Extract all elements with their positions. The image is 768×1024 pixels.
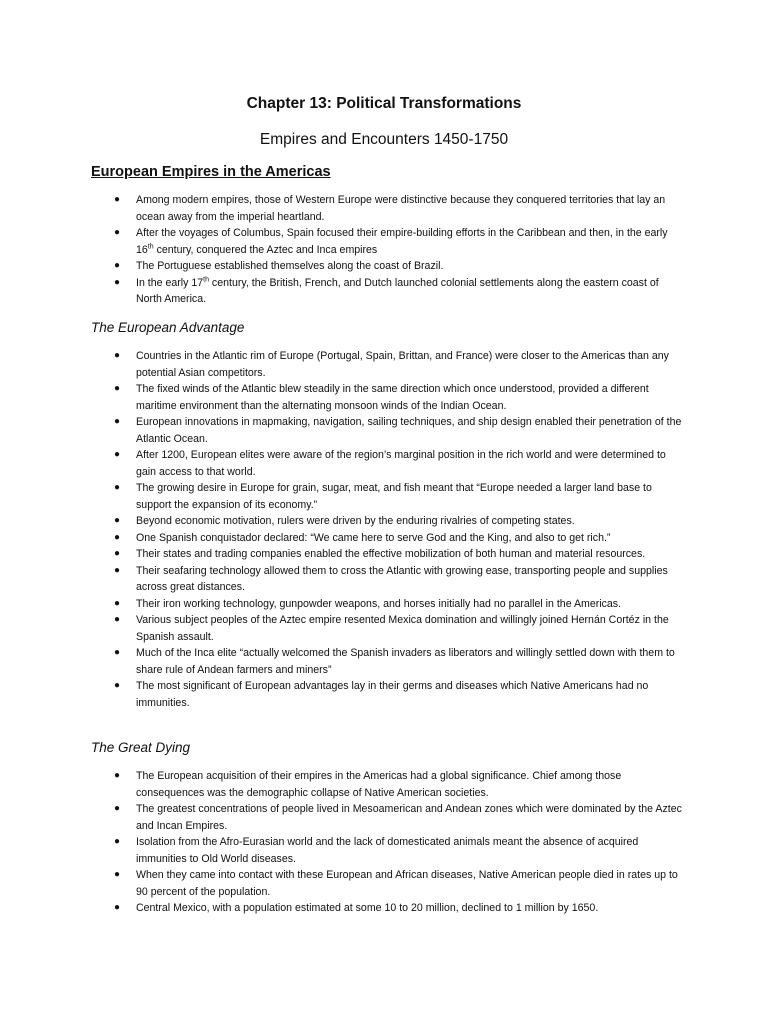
list-item [0, 612, 768, 645]
list-item-text: The greatest concentrations of people lived in Mesoamerican and Andean zones which were dominated by the Aztec and Incan Empires. [136, 803, 682, 832]
list-item-text: Countries in the Atlantic rim of Europe (Portugal, Spain, Brittan, and France) were closer to the Americas than any potential Asian competitors. [136, 350, 669, 379]
list-item-text: Various subject peoples of the Aztec empire resented Mexica domination and willingly joined Hernán Cortéz in the Spanish assault. [136, 614, 669, 643]
list-item-text: Their states and trading companies enabled the effective mobilization of both human and material resources. [136, 548, 646, 560]
bullet-icon: ● [114, 680, 121, 691]
list-item [0, 381, 768, 414]
list-item-text: The European acquisition of their empires in the Americas had a global significance. Chief among those consequences was the demographic collapse of Native American societies. [136, 770, 622, 799]
list-item-text: Their seafaring technology allowed them to cross the Atlantic with growing ease, transporting people and supplies across great distances. [136, 564, 668, 593]
bullet-icon: ● [114, 836, 121, 847]
ordinal-suffix: th [203, 275, 209, 283]
section-heading-great-dying: The Great Dying [91, 740, 191, 755]
list-item-text: Isolation from the Afro-Eurasian world and the lack of domesticated animals meant the absence of acquired immunities to Old World diseases. [136, 836, 639, 865]
list-item [0, 801, 768, 834]
bullet-icon: ● [114, 647, 121, 658]
bullet-icon: ● [114, 515, 121, 526]
list-item [0, 546, 768, 563]
list-item [0, 900, 768, 917]
bullet-icon: ● [114, 803, 121, 814]
list-item [0, 867, 768, 900]
bullet-icon: ● [114, 614, 121, 625]
bullet-icon: ● [114, 260, 121, 271]
list-item-text: Among modern empires, those of Western Europe were distinctive because they conquered territories that lay an ocean away from the imperial heartland. [136, 194, 666, 223]
list-item-text: Central Mexico, with a population estimated at some 10 to 20 million, declined to 1 million by 1650. [136, 902, 599, 914]
page-subtitle: Empires and Encounters 1450-1750 [259, 131, 509, 148]
list-item [0, 258, 768, 275]
list-item [0, 480, 768, 513]
list-item-text: Much of the Inca elite “actually welcomed the Spanish invaders as liberators and willingly settled down with them to share rule of Andean farmers and miners” [136, 647, 675, 676]
list-item-text: One Spanish conquistador declared: “We came here to serve God and the King, and also to get rich.” [136, 531, 611, 544]
list-item [0, 530, 768, 547]
bullet-list-great-dying [0, 768, 768, 917]
section-heading-european-advantage: The European Advantage [91, 320, 245, 335]
bullet-icon: ● [114, 276, 121, 288]
list-item-text: The Portuguese established themselves along the coast of Brazil. [136, 260, 444, 272]
list-item [0, 447, 768, 480]
list-item-text: Their iron working technology, gunpowder weapons, and horses initially had no parallel in the Americas. [136, 597, 622, 610]
list-item [0, 563, 768, 596]
list-item-text: After 1200, European elites were aware of the region’s marginal position in the rich world and were determined to gain access to that world. [136, 449, 666, 478]
list-item-text: Beyond economic motivation, rulers were driven by the enduring rivalries of competing states. [136, 515, 575, 527]
bullet-icon: ● [114, 449, 121, 460]
bullet-icon: ● [114, 564, 121, 576]
list-item-text: When they came into contact with these European and African diseases, Native American people died in rates up to 90 percent of the population. [136, 869, 678, 898]
list-item [0, 678, 768, 711]
bullet-icon: ● [114, 902, 121, 913]
list-item-text: The growing desire in Europe for grain, sugar, meat, and fish meant that “Europe needed a larger land base to support the expansion of its economy.” [136, 482, 652, 511]
list-item-text: In the early 17th century, the British, French, and Dutch launched colonial settlements along the eastern coast of North America. [136, 275, 659, 305]
list-item [0, 225, 768, 258]
list-item [0, 513, 768, 530]
bullet-icon: ● [114, 869, 121, 880]
bullet-icon: ● [114, 227, 121, 238]
bullet-icon: ● [114, 383, 121, 394]
bullet-icon: ● [114, 597, 121, 609]
bullet-icon: ● [114, 531, 121, 543]
bullet-list-european-empires [0, 192, 768, 308]
list-item [0, 414, 768, 447]
bullet-icon: ● [114, 416, 121, 427]
list-item-text: The most significant of European advantages lay in their germs and diseases which Native Americans had no immunities. [136, 680, 649, 709]
ordinal-suffix: th [147, 242, 154, 250]
bullet-icon: ● [114, 194, 121, 205]
list-item-text: The fixed winds of the Atlantic blew steadily in the same direction which once understood, provided a different maritime environment than the alternating monsoon winds of the Indian Ocean. [136, 383, 649, 412]
section-heading-european-empires: European Empires in the Americas [91, 164, 331, 180]
bullet-icon: ● [114, 548, 121, 559]
list-item [0, 645, 768, 678]
bullet-icon: ● [114, 770, 121, 781]
bullet-icon: ● [114, 482, 121, 493]
list-item [0, 596, 768, 613]
list-item [0, 768, 768, 801]
list-item [0, 348, 768, 381]
list-item-text: European innovations in mapmaking, navigation, sailing techniques, and ship design enabled their penetration of the Atlantic Ocean. [136, 416, 682, 445]
page-title: Chapter 13: Political Transformations [246, 95, 522, 112]
list-item [0, 834, 768, 867]
list-item [0, 275, 768, 308]
bullet-icon: ● [114, 350, 121, 361]
list-item-text: After the voyages of Columbus, Spain focused their empire-building efforts in the Caribbean and then, in the early 16th century, conquered the Aztec and Inca empires [136, 227, 668, 256]
list-item [0, 192, 768, 225]
bullet-list-european-advantage [0, 348, 768, 711]
